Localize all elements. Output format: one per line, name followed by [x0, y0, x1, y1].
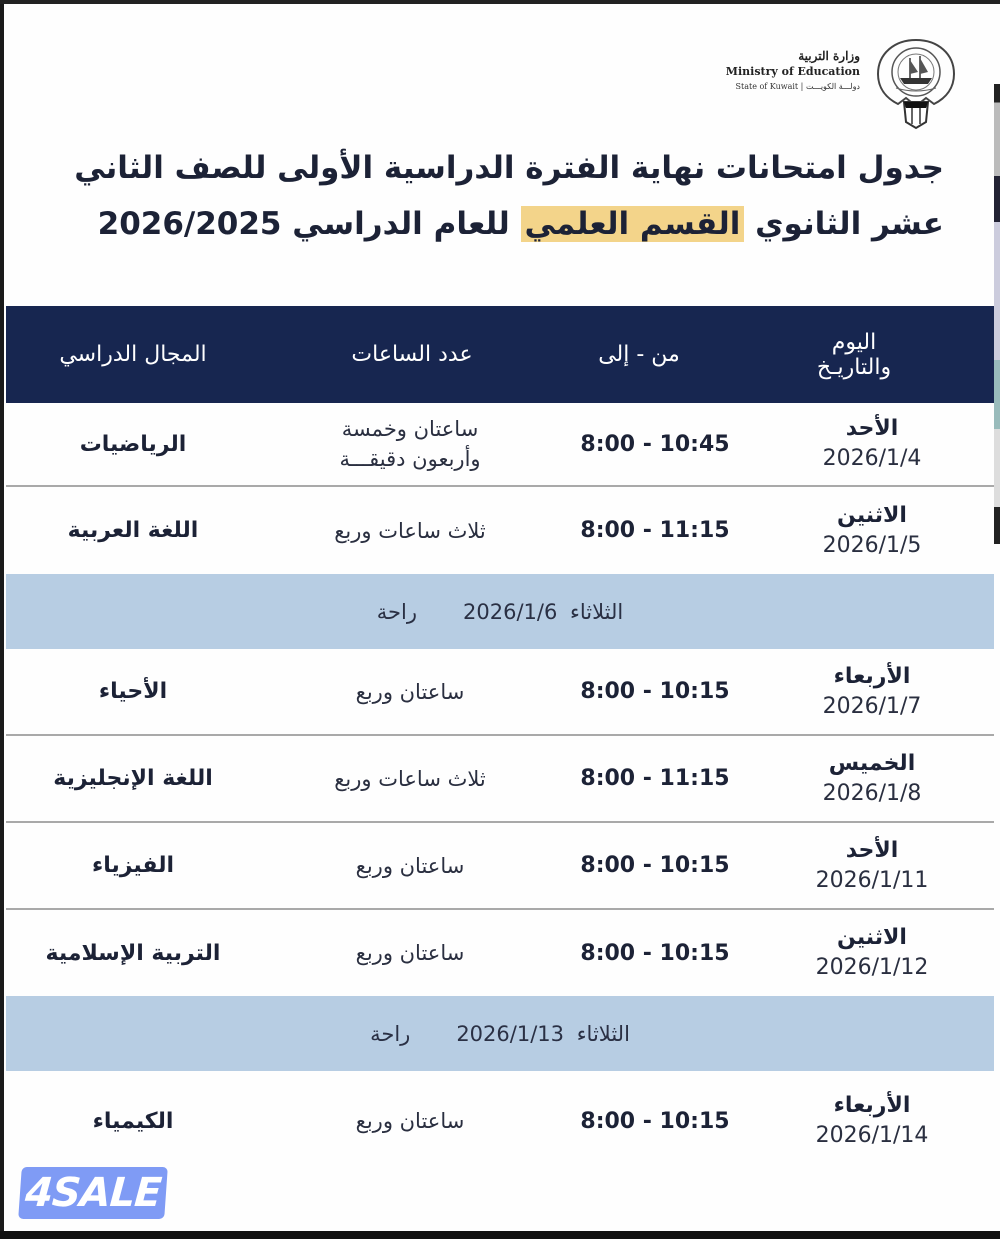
date: 2026/1/5: [822, 532, 922, 558]
day-date-cell: [750, 414, 994, 474]
hours: ثلاث ساعات وربع: [334, 518, 486, 543]
date: 2026/1/4: [822, 446, 922, 471]
day: الاثنين: [837, 925, 907, 950]
state-name-en: State of Kuwait: [735, 82, 799, 91]
exam-schedule-table: [6, 306, 994, 1171]
table-row: [6, 910, 994, 996]
hours: ساعتان وربع: [355, 1109, 465, 1133]
ministry-header: [726, 48, 860, 94]
rest-date: 2026/1/6: [463, 599, 558, 624]
day-date-cell: [750, 836, 994, 896]
time-range: 8:00 - 11:15: [580, 518, 730, 543]
date: 2026/1/8: [822, 780, 922, 806]
state-name-ar: دولـــة الكويـــت: [805, 82, 860, 91]
time-range: 8:00 - 10:15: [580, 679, 730, 704]
subject: اللغة الإنجليزية: [53, 766, 213, 791]
hours: ساعتان وربع: [355, 941, 465, 965]
rest-label: راحة: [376, 599, 417, 624]
page-title: [50, 140, 944, 252]
day-date-cell: [750, 662, 994, 722]
date: 2026/1/7: [822, 693, 922, 719]
header-day-label: اليوم: [831, 329, 877, 355]
day: الأربعاء: [833, 663, 911, 689]
hours-line-2: وأربعون دقيقـــة: [339, 447, 481, 471]
rest-day-row: [6, 574, 994, 649]
day: الأحد: [845, 416, 899, 441]
hours-cell: [260, 414, 560, 474]
date: 2026/1/14: [815, 1123, 929, 1148]
rest-label: راحة: [370, 1021, 411, 1046]
title-line-1: جدول امتحانات نهاية الفترة الدراسية الأولى للصف الثاني: [74, 150, 944, 186]
title-line-2-end: للعام الدراسي 2026/2025: [97, 206, 510, 242]
table-header: [6, 306, 994, 403]
header-hours: عدد الساعات: [351, 342, 473, 367]
rest-day: الثلاثاء: [570, 599, 624, 624]
ministry-name-en: Ministry of Education: [725, 65, 860, 78]
table-row: [6, 823, 994, 910]
day-date-cell: [750, 749, 994, 809]
header-time: من - إلى: [598, 342, 680, 367]
hours: ساعتان وربع: [355, 679, 465, 704]
title-line-2: [50, 196, 944, 252]
day-date-cell: [750, 923, 994, 983]
subject: الرياضيات: [79, 431, 187, 457]
subject: التربية الإسلامية: [45, 940, 221, 966]
header-date-label: والتاريـخ: [816, 354, 892, 380]
day-date-cell: [750, 1091, 994, 1151]
table-row: [6, 487, 994, 574]
date: 2026/1/12: [815, 955, 929, 980]
table-row: [6, 649, 994, 736]
bottom-border: [0, 1231, 1000, 1239]
rest-day-date: [463, 600, 623, 624]
rest-day-row: [6, 996, 994, 1071]
date: 2026/1/11: [815, 867, 929, 893]
table-row: [6, 1071, 994, 1171]
state-separator: |: [798, 82, 804, 91]
day: الأربعاء: [833, 1093, 911, 1118]
title-highlight: القسم العلمي: [521, 206, 745, 242]
header-day-date: [714, 330, 994, 380]
kuwait-emblem-icon: [870, 34, 962, 130]
subject: الكيمياء: [92, 1108, 174, 1134]
time-range: 8:00 - 10:15: [580, 853, 730, 878]
subject: الأحياء: [98, 679, 168, 704]
time-range: 8:00 - 10:45: [580, 431, 730, 457]
subject: الفيزياء: [91, 853, 175, 878]
hours: ساعتان وربع: [355, 853, 465, 878]
subject: اللغة العربية: [67, 518, 199, 543]
day: الأحد: [845, 837, 899, 863]
time-range: 8:00 - 10:15: [580, 940, 730, 966]
hours: ساعتان وخمسة: [341, 417, 479, 441]
time-range: 8:00 - 11:15: [580, 766, 730, 791]
rest-date: 2026/1/13: [456, 1021, 564, 1046]
table-row: [6, 736, 994, 823]
day: الخميس: [828, 750, 916, 776]
day: الاثنين: [837, 502, 907, 528]
header-subject: المجال الدراسي: [59, 341, 207, 367]
table-row: [6, 403, 994, 487]
rest-day: الثلاثاء: [576, 1021, 630, 1046]
day-date-cell: [750, 501, 994, 561]
ministry-name-ar: وزارة التربية: [798, 49, 860, 63]
4sale-watermark-logo: 4SALE: [18, 1167, 168, 1219]
hours: ثلاث ساعات وربع: [334, 766, 486, 791]
time-range: 8:00 - 10:15: [580, 1108, 730, 1134]
rest-day-date: [456, 1022, 630, 1046]
title-line-2-start: عشر الثانوي: [755, 206, 944, 242]
state-line: [726, 80, 860, 94]
background-edge-strip: [994, 84, 1000, 544]
